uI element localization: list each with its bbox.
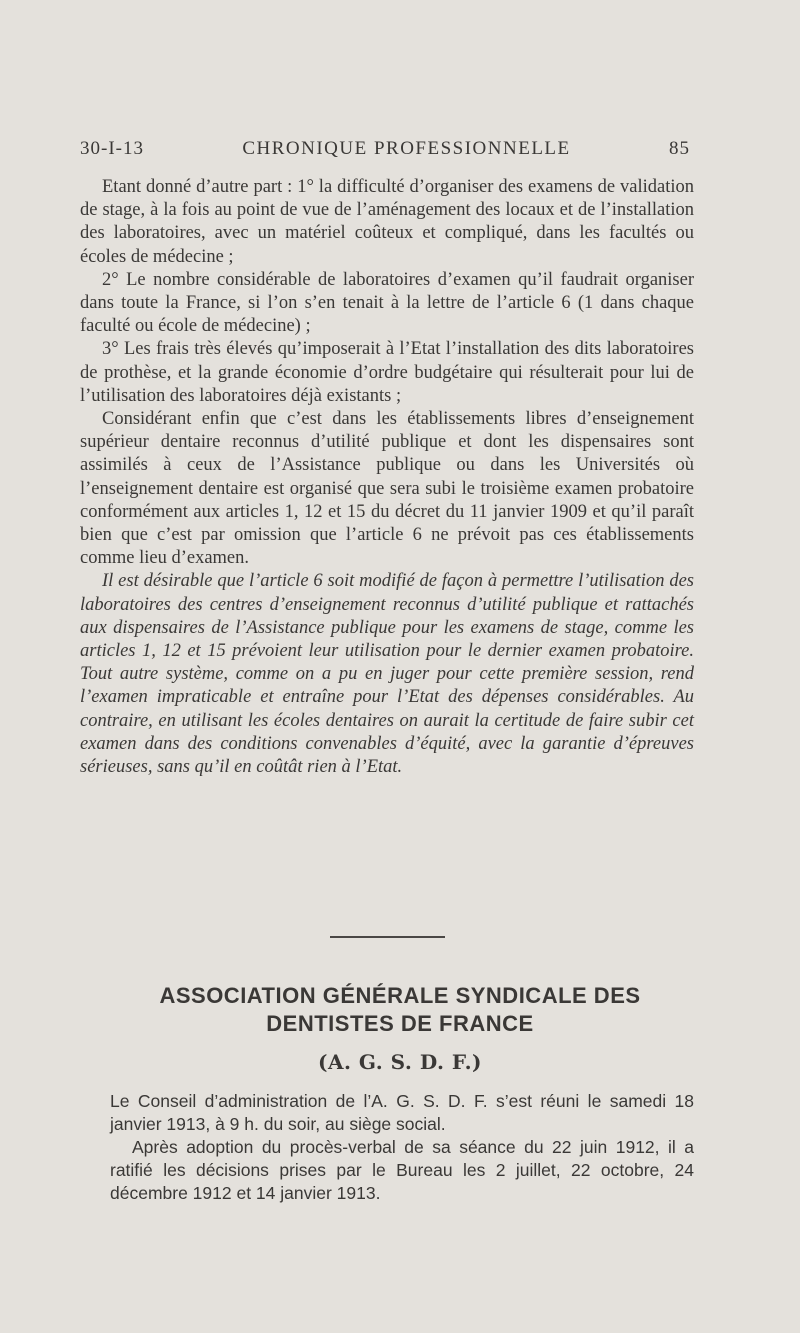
running-header <box>80 138 690 160</box>
paragraph-etant: Etant donné d’autre part : 1° la difficulté d’organiser des examens de validation de stage, à la fois au point de vue de l’aménagement des locaux et de l’installation des laboratoires, avec un matériel coûteux et compliqué, dans les facultés ou écoles de médecine ; <box>80 177 694 267</box>
section-divider <box>330 936 445 938</box>
header-date: 30-I-13 <box>80 138 144 159</box>
main-text <box>80 176 694 779</box>
section-title-line2: DENTISTES DE FRANCE <box>266 1011 534 1036</box>
paragraph-frais: 3° Les frais très élevés qu’imposerait à l’Etat l’installation des dits laboratoires de prothèse, et la grande économie d’ordre budgétaire qui résulterait pour lui de l’utilisation des laboratoires déjà existants ; <box>80 339 694 406</box>
paragraph-resolution: Il est désirable que l’article 6 soit modifié de façon à permettre l’utilisation des laboratoires des centres d’enseignement reconnus d’utilité publique et rattachés aux dispensaires de l’Assistance publique pour les examens de stage, comme les articles 1, 12 et 15 prévoient leur utilisation pour le dernier examen probatoire. Tout autre système, comme on a pu en juger pour cette première session, rend l’examen impraticable et entraîne pour l’Etat des dépenses considérables. Au contraire, en utilisant les écoles dentaires on aurait la certitude de faire subir cet examen dans des conditions convenables d’équité, avec la garantie d’épreuves sérieuses, sans qu’il en coûtât rien à l’Etat. <box>80 571 694 778</box>
paragraph-considerant: Considérant enfin que c’est dans les établissements libres d’enseignement supérieur dentaire reconnus d’utilité publique et dont les dispensaires sont assimilés à ceux de l’Assistance publique ou dans les Universités où l’enseignement dentaire est organisé que sera subi le troisième examen probatoire conformément aux articles 1, 12 et 15 du décret du 11 janvier 1909 et qu’il paraît bien que c’est par omission que l’article 6 ne prévoit pas ces établissements comme lieu d’examen. <box>80 409 694 569</box>
paragraph-adoption: Après adoption du procès-verbal de sa séance du 22 juin 1912, il a ratifié les décisions prises par le Bureau les 2 juillet, 22 octobre, 24 décembre 1912 et 14 janvier 1913. <box>110 1137 694 1203</box>
header-title: CHRONIQUE PROFESSIONNELLE <box>242 138 571 159</box>
page-number: 85 <box>669 138 690 159</box>
section-title-line1: ASSOCIATION GÉNÉRALE SYNDICALE DES <box>159 983 641 1008</box>
section-abbreviation: (A. G. S. D. F.) <box>317 1050 483 1074</box>
section-heading <box>80 982 720 1076</box>
paragraph-nombre: 2° Le nombre considérable de laboratoires d’examen qu’il faudrait organiser dans toute la France, si l’on s’en tenait à la lettre de l’article 6 (1 dans chaque faculté ou école de médecine) ; <box>80 269 694 337</box>
paragraph-conseil: Le Conseil d’administration de l’A. G. S. D. F. s’est réuni le samedi 18 janvier 1913, à 9 h. du soir, au siège social. <box>110 1091 694 1134</box>
section-text <box>110 1090 694 1205</box>
